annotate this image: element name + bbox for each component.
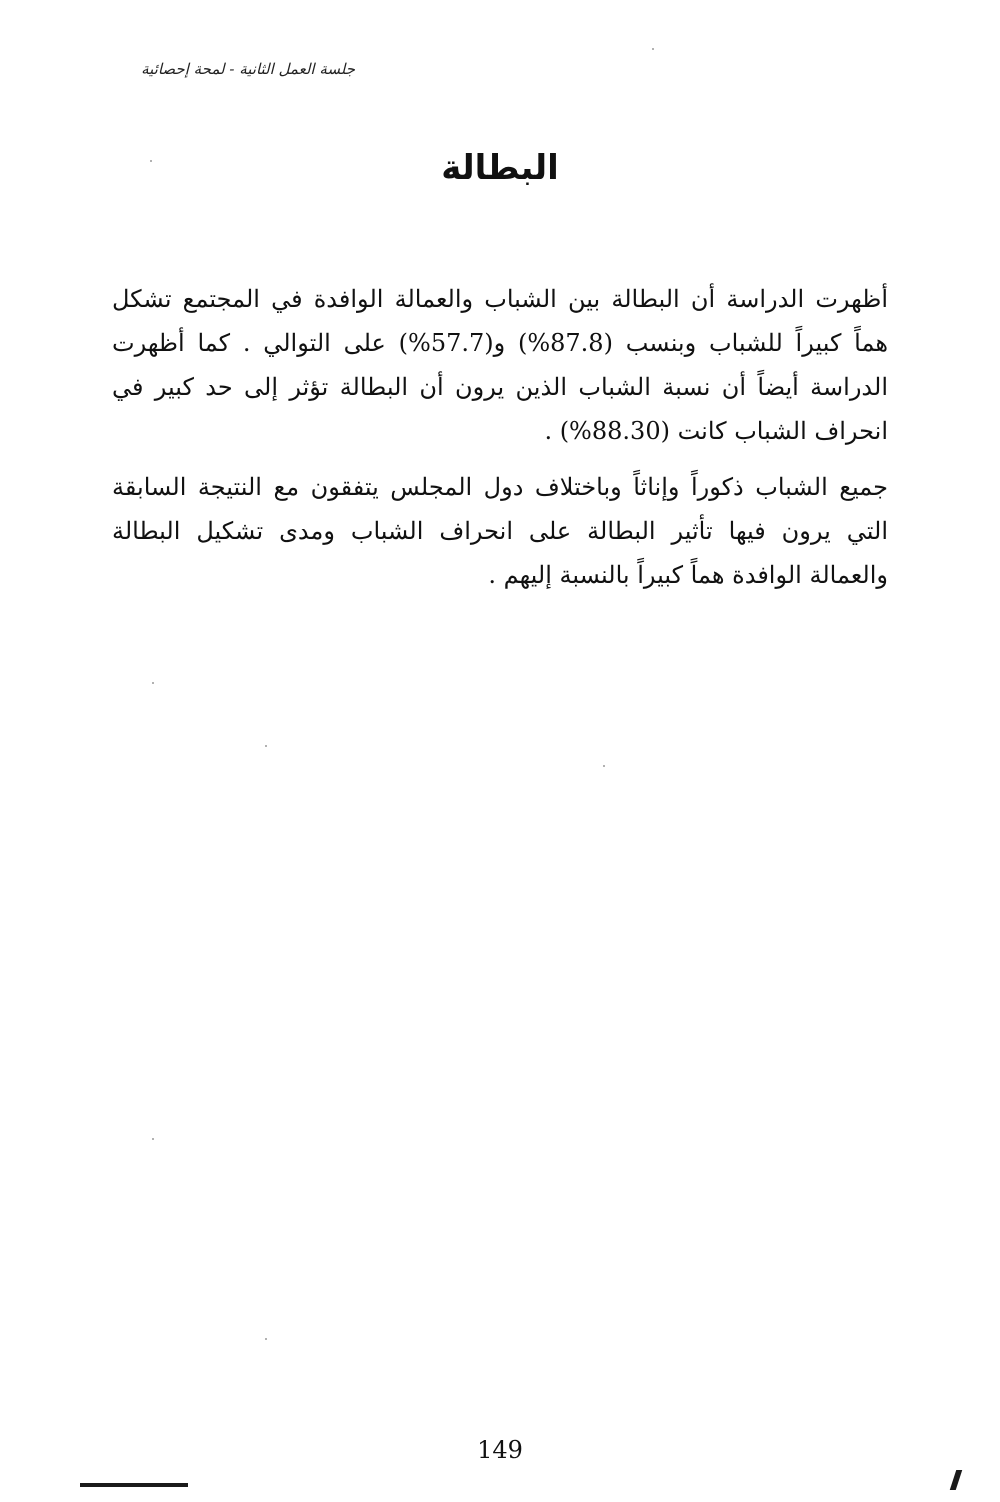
page-number: 149	[477, 1436, 523, 1464]
scan-speck	[603, 765, 605, 767]
running-header: جلسة العمل الثانية - لمحة إحصائية	[141, 60, 355, 78]
chapter-title: البطالة	[441, 148, 559, 188]
scan-speck	[150, 160, 152, 162]
scan-speck	[265, 1338, 267, 1340]
footer-rule	[80, 1483, 188, 1487]
paragraph: جميع الشباب ذكوراً وإناثاً وباختلاف دول المجلس يتفقون مع النتيجة السابقة التي يرون فيها تأثير البطالة على انحراف الشباب ومدى تشكيل البطالة والعمالة الوافدة هماً كبيراً بالنسبة إليهم .	[112, 473, 888, 589]
scan-speck	[152, 1138, 154, 1140]
corner-mark	[950, 1470, 962, 1490]
body-text	[112, 277, 888, 609]
scan-speck	[652, 48, 654, 50]
scan-speck	[152, 682, 154, 684]
paragraph: أظهرت الدراسة أن البطالة بين الشباب والعمالة الوافدة في المجتمع تشكل هماً كبيراً للشباب وبنسب (87.8%) و(57.7%) على التوالي . كما أظهرت الدراسة أيضاً أن نسبة الشباب الذين يرون أن البطالة تؤثر إلى حد كبير في انحراف الشباب كانت (88.30%) .	[112, 285, 888, 445]
scan-speck	[265, 745, 267, 747]
